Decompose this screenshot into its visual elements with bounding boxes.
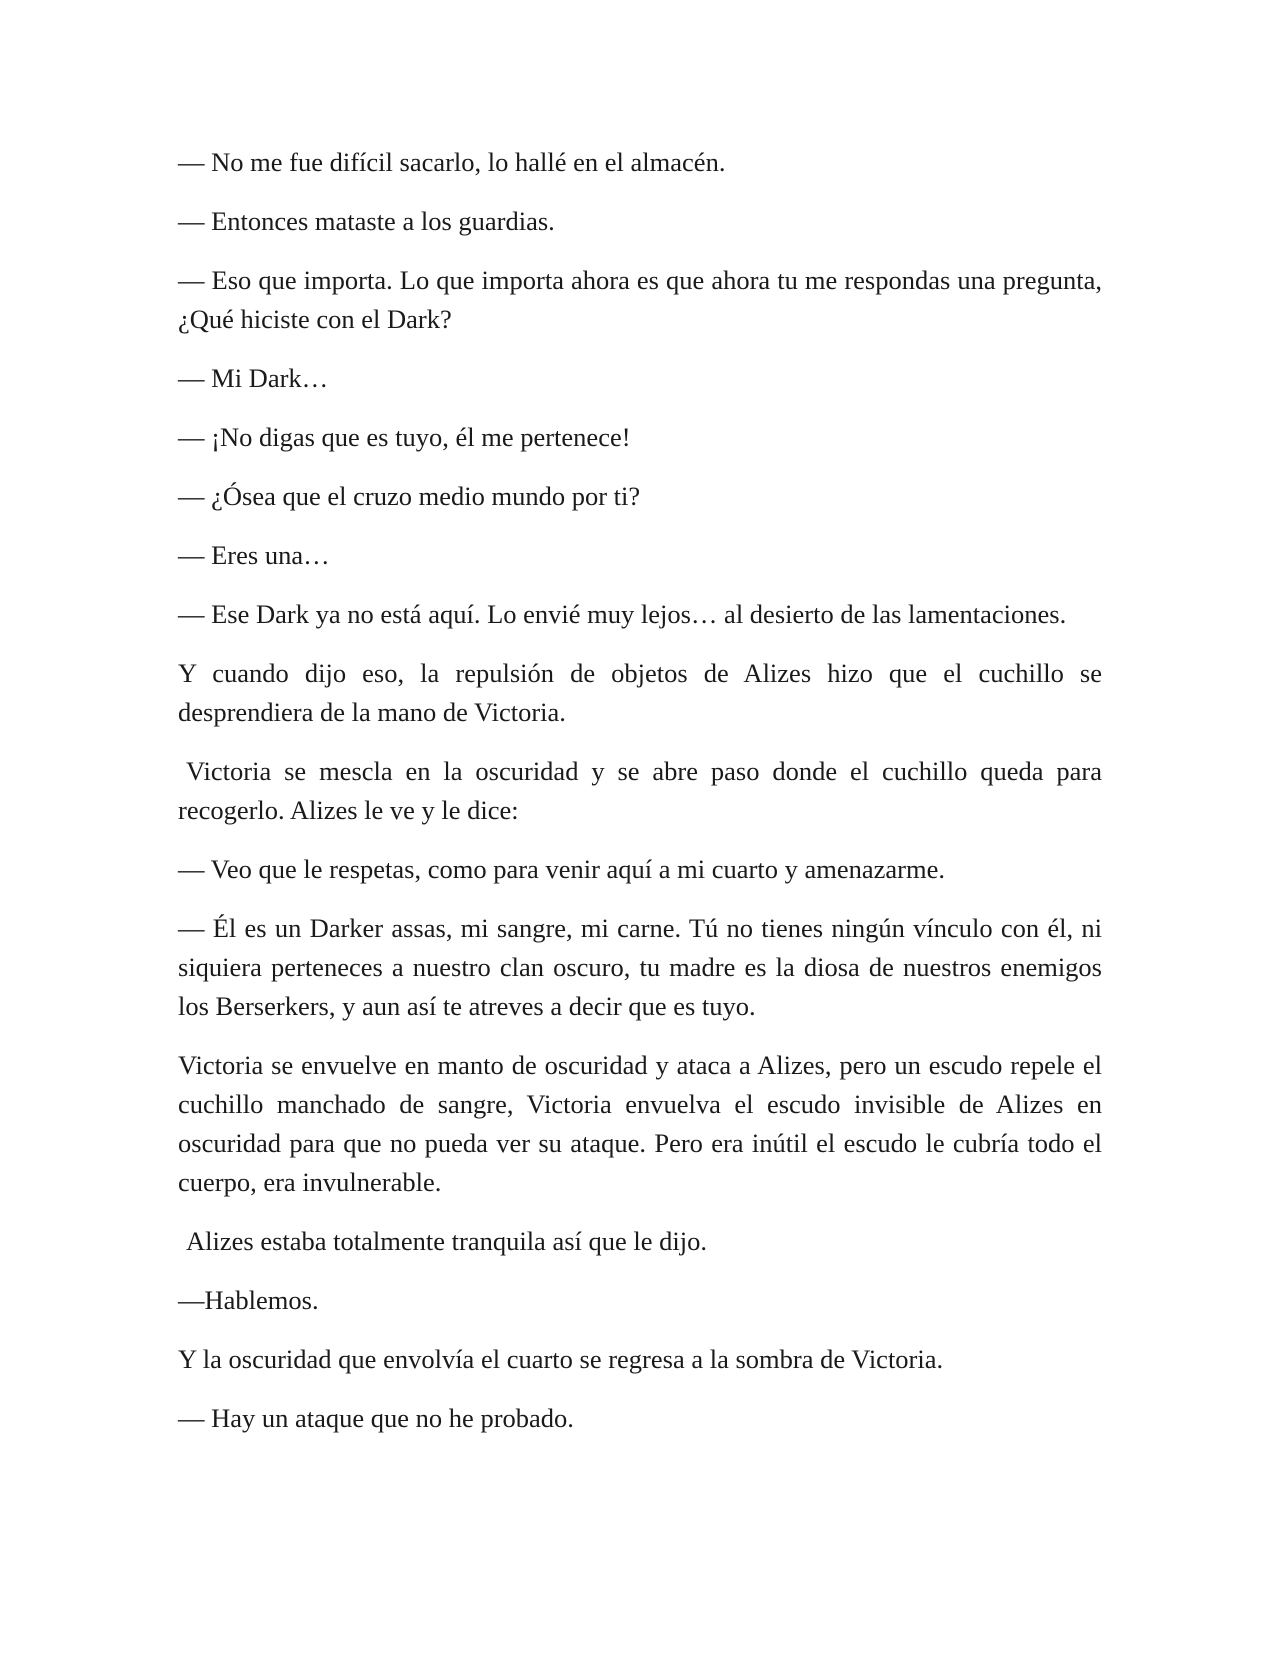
paragraph: — No me fue difícil sacarlo, lo hallé en el almacén. [178, 147, 726, 177]
paragraph: Victoria se mescla en la oscuridad y se abre paso donde el cuchillo queda para recogerlo. Alizes le ve y le dice: [178, 756, 1102, 825]
paragraph: — Entonces mataste a los guardias. [178, 206, 555, 236]
paragraph: Alizes estaba totalmente tranquila así que le dijo. [186, 1226, 707, 1256]
paragraph: — ¡No digas que es tuyo, él me pertenece! [178, 422, 631, 452]
paragraph: Victoria se envuelve en manto de oscuridad y ataca a Alizes, pero un escudo repele el cuchillo manchado de sangre, Victoria envuelva el escudo invisible de Alizes en oscuridad para que no pueda ver su ataque. Pero era inútil el escudo le cubría todo el cuerpo, era invulnerable. [178, 1050, 1102, 1197]
paragraph: —Hablemos. [178, 1285, 319, 1315]
paragraph: — Mi Dark… [178, 363, 329, 393]
paragraph: — Veo que le respetas, como para venir aquí a mi cuarto y amenazarme. [178, 854, 945, 884]
paragraph: — Eres una… [178, 540, 330, 570]
paragraph: — ¿Ósea que el cruzo medio mundo por ti? [178, 481, 641, 511]
body-text [178, 143, 1102, 1458]
paragraph: Y la oscuridad que envolvía el cuarto se regresa a la sombra de Victoria. [178, 1344, 944, 1374]
paragraph: — Eso que importa. Lo que importa ahora es que ahora tu me respondas una pregunta, ¿Qué hiciste con el Dark? [178, 265, 1102, 334]
paragraph: Y cuando dijo eso, la repulsión de objetos de Alizes hizo que el cuchillo se desprendiera de la mano de Victoria. [178, 658, 1102, 727]
paragraph: — Él es un Darker assas, mi sangre, mi carne. Tú no tienes ningún vínculo con él, ni siquiera perteneces a nuestro clan oscuro, tu madre es la diosa de nuestros enemigos los Berserkers, y aun así te atreves a decir que es tuyo. [178, 913, 1102, 1021]
paragraph: — Hay un ataque que no he probado. [178, 1403, 574, 1433]
paragraph: — Ese Dark ya no está aquí. Lo envié muy lejos… al desierto de las lamentaciones. [178, 599, 1067, 629]
